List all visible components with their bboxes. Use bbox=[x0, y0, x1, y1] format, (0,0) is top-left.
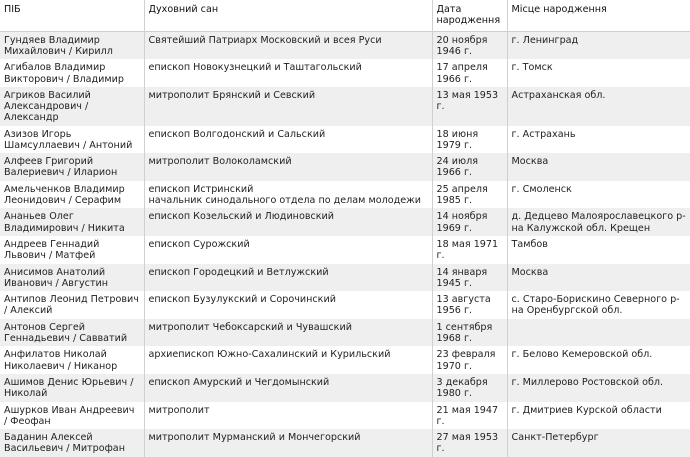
cell-name: Алфеев Григорий Валериевич / Иларион bbox=[4, 156, 118, 179]
cell-name: Агибалов Владимир Викторович / Владимир bbox=[4, 62, 124, 85]
cell-birth-place: с. Старо-Борискино Северного р-на Оренбургской обл. bbox=[507, 291, 690, 319]
cell-name: Антонов Сергей Геннадьевич / Савватий bbox=[4, 321, 128, 344]
cell-birth-place bbox=[507, 319, 690, 347]
table-row bbox=[0, 374, 690, 402]
cell-birth-place: Тамбов bbox=[507, 236, 690, 264]
table-row bbox=[0, 346, 690, 374]
cell-birth-date: 23 февраля 1970 г. bbox=[432, 346, 507, 374]
cell-birth-date: 13 августа 1956 г. bbox=[432, 291, 507, 319]
table-row bbox=[0, 291, 690, 319]
cell-birth-date: 18 июня 1979 г. bbox=[432, 126, 507, 154]
cell-name: Андреев Геннадий Львович / Матфей bbox=[4, 238, 100, 262]
cell-title: епископ Амурский и Чегдомынский bbox=[144, 374, 432, 402]
table-header bbox=[0, 0, 690, 32]
table-row bbox=[0, 236, 690, 264]
cell-name: Анфилатов Николай Николаевич / Никанор bbox=[4, 349, 118, 372]
cell-title: епископ Волгодонский и Сальский bbox=[144, 126, 432, 154]
cell-birth-date: 13 мая 1953 г. bbox=[432, 87, 507, 126]
cell-title: митрополит Чебоксарский и Чувашский bbox=[144, 319, 432, 347]
cell-birth-date: 1 сентября 1968 г. bbox=[432, 319, 507, 347]
cell-title: епископ Бузулукский и Сорочинский bbox=[144, 291, 432, 319]
cell-birth-place: г. Дмитриев Курской области bbox=[507, 402, 690, 430]
cell-birth-date: 20 ноября 1946 г. bbox=[432, 32, 507, 60]
cell-birth-date: 18 мая 1971 г. bbox=[432, 236, 507, 264]
cell-birth-place: г. Смоленск bbox=[507, 181, 690, 209]
cell-name: Агриков Василий Александрович / Александр bbox=[4, 90, 91, 124]
header-name: ПІБ bbox=[4, 4, 21, 15]
cell-title: епископ Сурожский bbox=[144, 236, 432, 264]
cell-name: Амельченков Владимир Леонидович / Серафим bbox=[4, 183, 125, 206]
cell-birth-place: Санкт-Петербург bbox=[507, 429, 690, 457]
cell-title: Святейший Патриарх Московский и всея Руси bbox=[144, 32, 432, 60]
cell-birth-place: г. Миллерово Ростовской обл. bbox=[507, 374, 690, 402]
cell-birth-date: 27 мая 1953 г. bbox=[432, 429, 507, 457]
cell-birth-place: г. Томск bbox=[507, 59, 690, 87]
cell-birth-place: г. Ленинград bbox=[507, 32, 690, 60]
cell-name: Ашимов Денис Юрьевич / Николай bbox=[4, 376, 134, 400]
cell-birth-place: д. Дедцево Малоярославецкого р-на Калужской обл. Крещен bbox=[507, 208, 690, 236]
cell-birth-date: 3 декабря 1980 г. bbox=[432, 374, 507, 402]
cell-birth-place: Астраханская обл. bbox=[507, 87, 690, 126]
cell-birth-place: Москва bbox=[507, 264, 690, 292]
cell-title: архиепископ Южно-Сахалинский и Курильский bbox=[144, 346, 432, 374]
cell-title: митрополит Мурманский и Мончегорский bbox=[144, 429, 432, 457]
header-birth-date: Дата народження bbox=[432, 0, 507, 32]
cell-birth-place: Москва bbox=[507, 153, 690, 181]
cell-name: Гундяев Владимир Михайлович / Кирилл bbox=[4, 35, 113, 58]
cell-name: Азизов Игорь Шамсуллаевич / Антоний bbox=[4, 128, 133, 151]
table-row bbox=[0, 59, 690, 87]
cell-birth-place: г. Белово Кемеровской обл. bbox=[507, 346, 690, 374]
cell-name: Ананьев Олег Владимирович / Никита bbox=[4, 211, 125, 234]
table-row bbox=[0, 126, 690, 154]
cell-title: митрополит Волоколамский bbox=[144, 153, 432, 181]
cell-birth-date: 14 ноября 1969 г. bbox=[432, 208, 507, 236]
cell-name: Ашурков Иван Андреевич / Феофан bbox=[4, 404, 135, 427]
cell-title: митрополит bbox=[144, 402, 432, 430]
cell-title: епископ Новокузнецкий и Таштагольский bbox=[144, 59, 432, 87]
cell-title: епископ Городецкий и Ветлужский bbox=[144, 264, 432, 292]
table-row bbox=[0, 32, 690, 60]
cell-birth-date: 21 мая 1947 г. bbox=[432, 402, 507, 430]
cell-birth-date: 25 апреля 1985 г. bbox=[432, 181, 507, 209]
cell-birth-date: 24 июля 1966 г. bbox=[432, 153, 507, 181]
cell-birth-place: г. Астрахань bbox=[507, 126, 690, 154]
cell-birth-date: 14 января 1945 г. bbox=[432, 264, 507, 292]
cell-title: епископ Козельский и Людиновский bbox=[144, 208, 432, 236]
cell-title: епископ Истринский начальник синодального отдела по делам молодежи bbox=[144, 181, 432, 209]
cell-name: Анисимов Анатолий Иванович / Августин bbox=[4, 266, 109, 289]
table-row bbox=[0, 402, 690, 430]
table-row bbox=[0, 153, 690, 181]
cell-title: митрополит Брянский и Севский bbox=[144, 87, 432, 126]
table-row bbox=[0, 208, 690, 236]
header-birth-place: Місце народження bbox=[507, 0, 690, 32]
table-row bbox=[0, 319, 690, 347]
table-row bbox=[0, 181, 690, 209]
header-row bbox=[0, 0, 690, 32]
cell-name: Баданин Алексей Васильевич / Митрофан bbox=[4, 432, 125, 455]
table-row bbox=[0, 429, 690, 457]
cell-name: Антипов Леонид Петрович / Алексий bbox=[4, 294, 139, 317]
table-row bbox=[0, 87, 690, 126]
table-row bbox=[0, 264, 690, 292]
header-title: Духовний сан bbox=[144, 0, 432, 32]
table-body bbox=[0, 32, 690, 457]
cell-birth-date: 17 апреля 1966 г. bbox=[432, 59, 507, 87]
